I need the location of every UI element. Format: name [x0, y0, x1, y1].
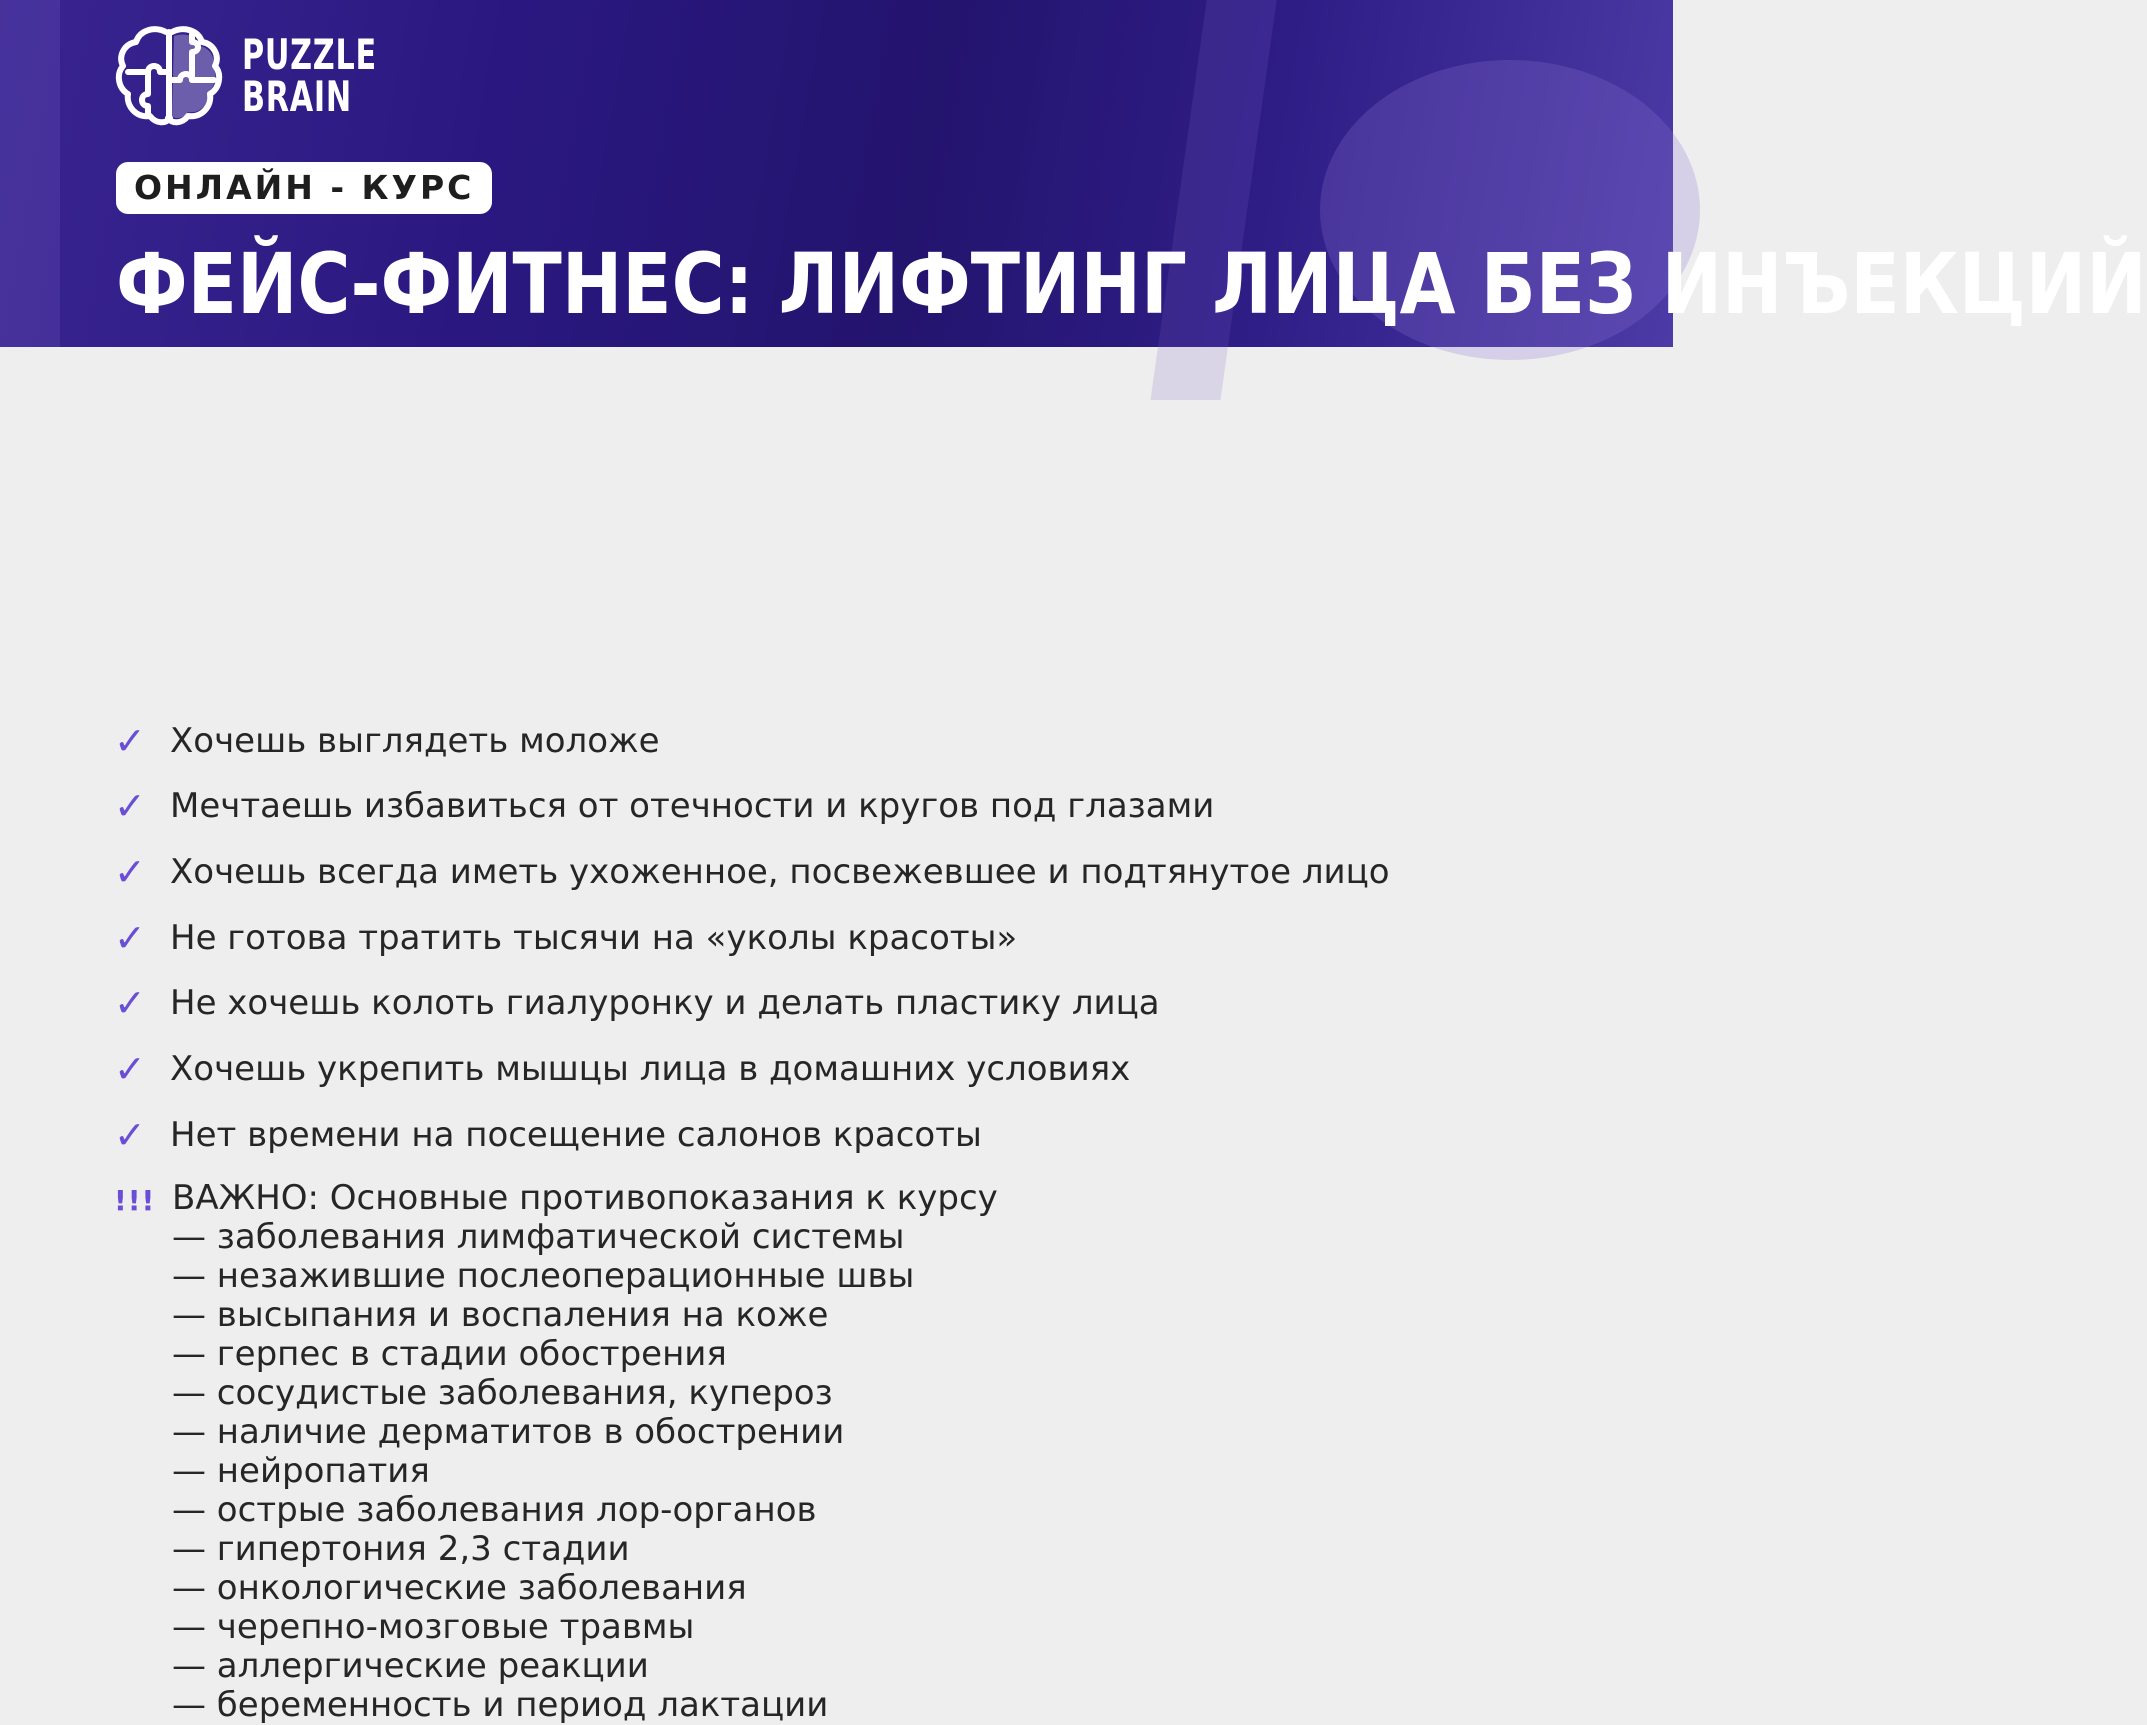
- brand-name: [242, 30, 377, 121]
- contraindication-item: — аллергические реакции: [172, 1646, 649, 1686]
- list-item-text: Не готова тратить тысячи на «уколы красоты»: [170, 918, 1018, 958]
- contraindication-item: — сосудистые заболевания, купероз: [172, 1373, 833, 1413]
- contraindication-item: — наличие дерматитов в обострении: [172, 1412, 845, 1452]
- list-item-text: Хочешь всегда иметь ухоженное, посвежевшее и подтянутое лицо: [170, 852, 1390, 892]
- list-item-text: Мечтаешь избавиться от отечности и кругов под глазами: [170, 786, 1215, 826]
- checkmark-icon: ✓: [114, 784, 146, 828]
- hero-banner: [0, 0, 2147, 347]
- page-title: ФЕЙС-ФИТНЕС: ЛИФТИНГ ЛИЦА БЕЗ ИНЪЕКЦИЙ: [116, 235, 2147, 333]
- contraindication-item: — нейропатия: [172, 1451, 430, 1491]
- list-item-text: Нет времени на посещение салонов красоты: [170, 1115, 982, 1155]
- brand-name-line2: BRAIN: [242, 72, 352, 121]
- exclamation-icon: !!!: [114, 1184, 156, 1217]
- contraindication-item: — беременность и период лактации: [172, 1685, 829, 1725]
- list-item: [114, 717, 660, 765]
- contraindication-item: — незажившие послеоперационные швы: [172, 1256, 915, 1296]
- list-item-text: Хочешь выглядеть моложе: [170, 721, 660, 761]
- list-item: [114, 1111, 982, 1159]
- course-type-badge: ОНЛАЙН - КУРС: [116, 162, 492, 214]
- list-item: [114, 782, 1214, 830]
- contraindications-content: [172, 1179, 998, 1725]
- checkmark-icon: ✓: [114, 719, 146, 763]
- list-item-text: Хочешь укрепить мышцы лица в домашних условиях: [170, 1049, 1131, 1089]
- list-item-text: Не хочешь колоть гиалуронку и делать пластику лица: [170, 983, 1160, 1023]
- brand-name-line1: PUZZLE: [242, 30, 377, 79]
- contraindication-item: — онкологические заболевания: [172, 1568, 747, 1608]
- hero-background-shape: [1150, 0, 1279, 400]
- brain-puzzle-icon: [114, 22, 224, 130]
- list-item: [114, 848, 1390, 896]
- contraindications-block: [114, 1179, 998, 1725]
- contraindication-item: — герпес в стадии обострения: [172, 1334, 727, 1374]
- contraindication-item: — острые заболевания лор-органов: [172, 1490, 817, 1530]
- checkmark-icon: ✓: [114, 916, 146, 960]
- checkmark-icon: ✓: [114, 1113, 146, 1157]
- contraindication-item: — заболевания лимфатической системы: [172, 1217, 905, 1257]
- contraindication-item: — высыпания и воспаления на коже: [172, 1295, 829, 1335]
- list-item: [114, 1045, 1130, 1093]
- checkmark-icon: ✓: [114, 981, 146, 1025]
- checkmark-icon: ✓: [114, 1047, 146, 1091]
- contraindication-item: — гипертония 2,3 стадии: [172, 1529, 630, 1569]
- contraindication-item: — черепно-мозговые травмы: [172, 1607, 695, 1647]
- hero-background-shape: [0, 0, 60, 347]
- brand-logo: [114, 22, 429, 130]
- list-item: [114, 914, 1017, 962]
- contraindications-heading: ВАЖНО: Основные противопоказания к курсу: [172, 1178, 998, 1218]
- checkmark-icon: ✓: [114, 850, 146, 894]
- list-item: [114, 979, 1160, 1027]
